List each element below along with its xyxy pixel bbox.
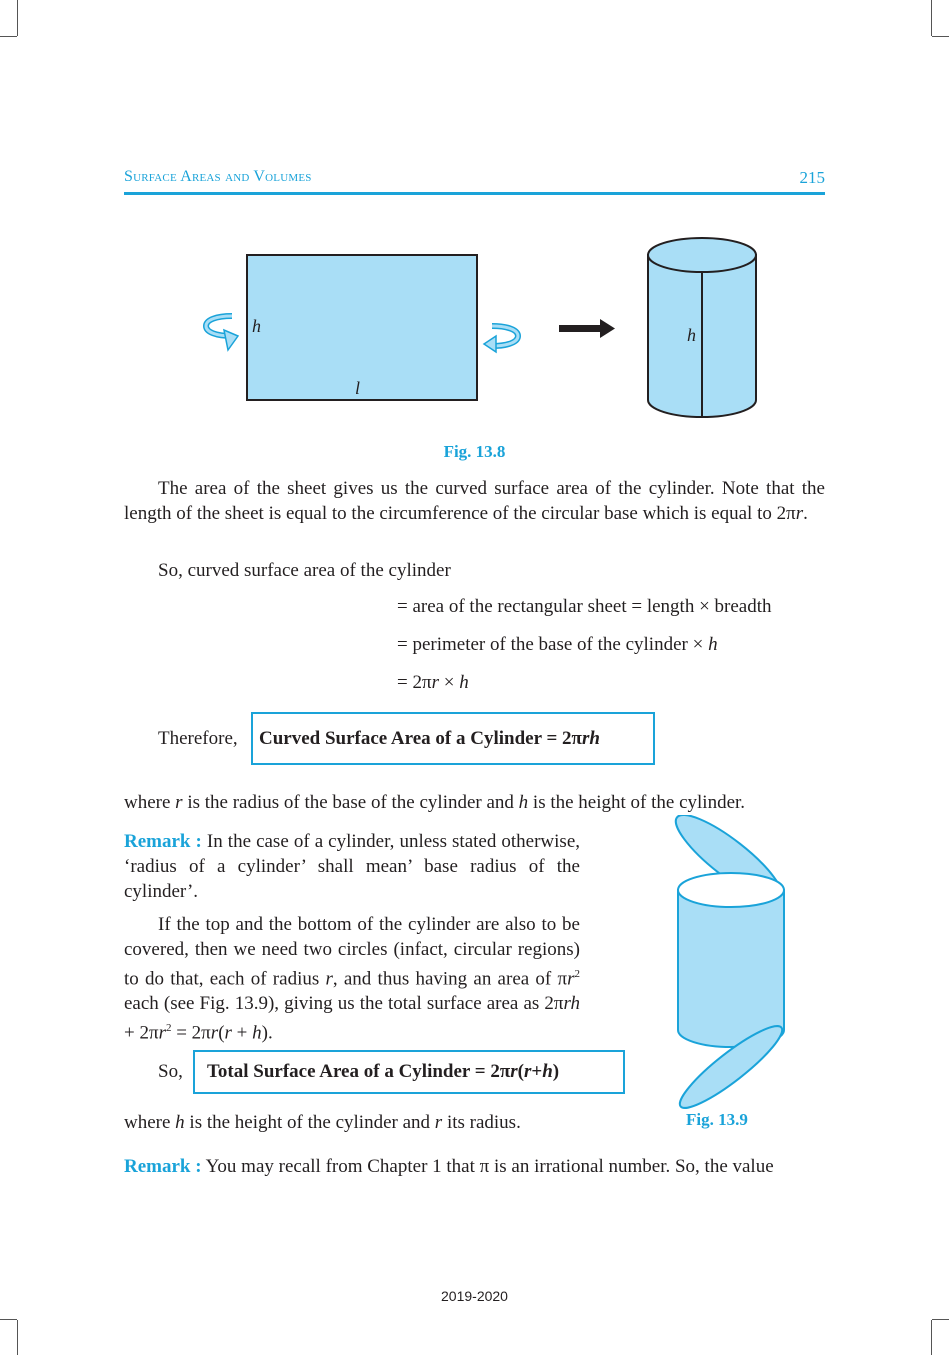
eq2-text: = perimeter of the base of the cylinder × (397, 634, 709, 655)
p3-e: = 2π (171, 1022, 211, 1044)
p3-a: If the top and the bottom of the cylinder are also to be covered, then we need two circles (infact, circular regions) to do that, each of radius (124, 914, 580, 990)
p3-d: + 2π (124, 1022, 159, 1044)
remark-radius (124, 829, 580, 904)
eq3-text-b: × (438, 672, 460, 693)
where1-a: where (124, 792, 176, 813)
tsa-r2: r (523, 1061, 532, 1082)
p3-f: ( (218, 1022, 225, 1044)
crop-mark-bottom-left-v (17, 1320, 18, 1355)
where2-a: where (124, 1112, 176, 1133)
right-arrow-icon (559, 319, 615, 338)
p3-sup2a: 2 (574, 968, 580, 980)
label-sheet-length: l (355, 378, 361, 398)
crop-mark-top-left-v (17, 0, 18, 36)
p3-r3: r (158, 1022, 166, 1044)
derivation-line-2 (397, 634, 718, 656)
para1-var-r: r (795, 503, 804, 524)
eq3-var-r: r (431, 672, 439, 693)
tsa-prefix: So, (158, 1061, 183, 1082)
where2-r: r (434, 1112, 443, 1133)
p3-r1: r (325, 968, 333, 990)
eq3-var-h: h (459, 672, 469, 693)
p3-i: ). (261, 1022, 273, 1044)
crop-mark-top-right-v (931, 0, 932, 36)
paragraph-total-surface (124, 912, 580, 1046)
tsa-d: ) (552, 1061, 560, 1082)
where2-b: is the height of the cylinder and (184, 1112, 435, 1133)
tsa-a: Total Surface Area of a Cylinder = 2π (207, 1061, 511, 1082)
where2-h: h (175, 1112, 185, 1133)
remark2-label: Remark : (124, 1156, 202, 1177)
remark1-text: In the case of a cylinder, unless stated otherwise, ‘radius of a cylinder’ shall mean’ base radius of the cylinder’. (124, 831, 581, 902)
para1-text-b: . (803, 503, 808, 524)
cylinder (648, 238, 756, 417)
running-header-title: Surface Areas and Volumes (124, 168, 312, 185)
p3-g: + (231, 1022, 253, 1044)
rectangular-sheet (247, 255, 477, 400)
csa-formula-text: Curved Surface Area of a Cylinder = 2π (259, 727, 582, 749)
tsa-b: ( (517, 1061, 524, 1082)
p3-sup2b: 2 (165, 1022, 172, 1035)
rotate-arrow-right-icon (484, 326, 518, 352)
where2-c: its radius. (442, 1112, 521, 1133)
footer-year: 2019-2020 (441, 1288, 508, 1304)
open-cylinder (678, 873, 784, 1047)
label-sheet-height: h (252, 316, 261, 336)
csa-prefix: Therefore, (158, 728, 238, 749)
paragraph-where-tsa (124, 1112, 521, 1134)
header-rule (124, 192, 825, 195)
csa-formula-var: rh (581, 727, 600, 749)
derivation-line-3 (397, 672, 469, 694)
remark1-label: Remark : (124, 831, 202, 852)
where1-r: r (175, 792, 183, 813)
figure-13-9 (665, 815, 795, 1110)
label-cylinder-height: h (687, 325, 696, 345)
tsa-r: r (510, 1061, 518, 1082)
eq3-text-a: = 2π (397, 672, 432, 693)
paragraph-sheet-area (124, 476, 825, 526)
para1-text-a: The area of the sheet gives us the curved surface area of the cylinder. Note that the length of the sheet is equal to the circumference of the circular base which is equal to 2π (124, 478, 825, 524)
paragraph-csa-intro: So, curved surface area of the cylinder (158, 560, 451, 581)
derivation-line-1: = area of the rectangular sheet = length × breadth (397, 596, 772, 617)
p3-c: each (see Fig. 13.9), giving us the total surface area as 2π (124, 993, 564, 1015)
crop-mark-bottom-right-h (932, 1319, 949, 1320)
where1-c: is the height of the cylinder. (528, 792, 746, 813)
eq2-var: h (708, 634, 718, 655)
csa-formula-box (251, 712, 655, 765)
crop-mark-bottom-left-h (0, 1319, 17, 1320)
crop-mark-bottom-right-v (931, 1320, 932, 1355)
rotate-arrow-left-icon (206, 316, 238, 350)
remark-pi (124, 1154, 825, 1179)
p3-b: , and thus having an area of π (332, 968, 568, 990)
p3-r5: r (224, 1022, 232, 1044)
crop-mark-top-left-h (0, 36, 17, 37)
where1-b: is the radius of the base of the cylinder and (182, 792, 519, 813)
p3-h1: h (252, 1022, 262, 1044)
page-number: 215 (799, 168, 825, 187)
p3-r4: r (210, 1022, 219, 1044)
p3-r2: r (567, 968, 575, 990)
p3-rh: rh (563, 993, 580, 1015)
crop-mark-top-right-h (932, 36, 949, 37)
where1-h: h (518, 792, 529, 813)
tsa-formula-box (193, 1050, 625, 1094)
remark2-text: You may recall from Chapter 1 that π is an irrational number. So, the value (201, 1156, 774, 1177)
figure-13-8-caption: Fig. 13.8 (443, 442, 506, 461)
figure-13-9-caption: Fig. 13.9 (686, 1110, 748, 1129)
paragraph-where-csa (124, 790, 825, 815)
tsa-c: + (531, 1061, 543, 1082)
tsa-h: h (542, 1061, 553, 1082)
